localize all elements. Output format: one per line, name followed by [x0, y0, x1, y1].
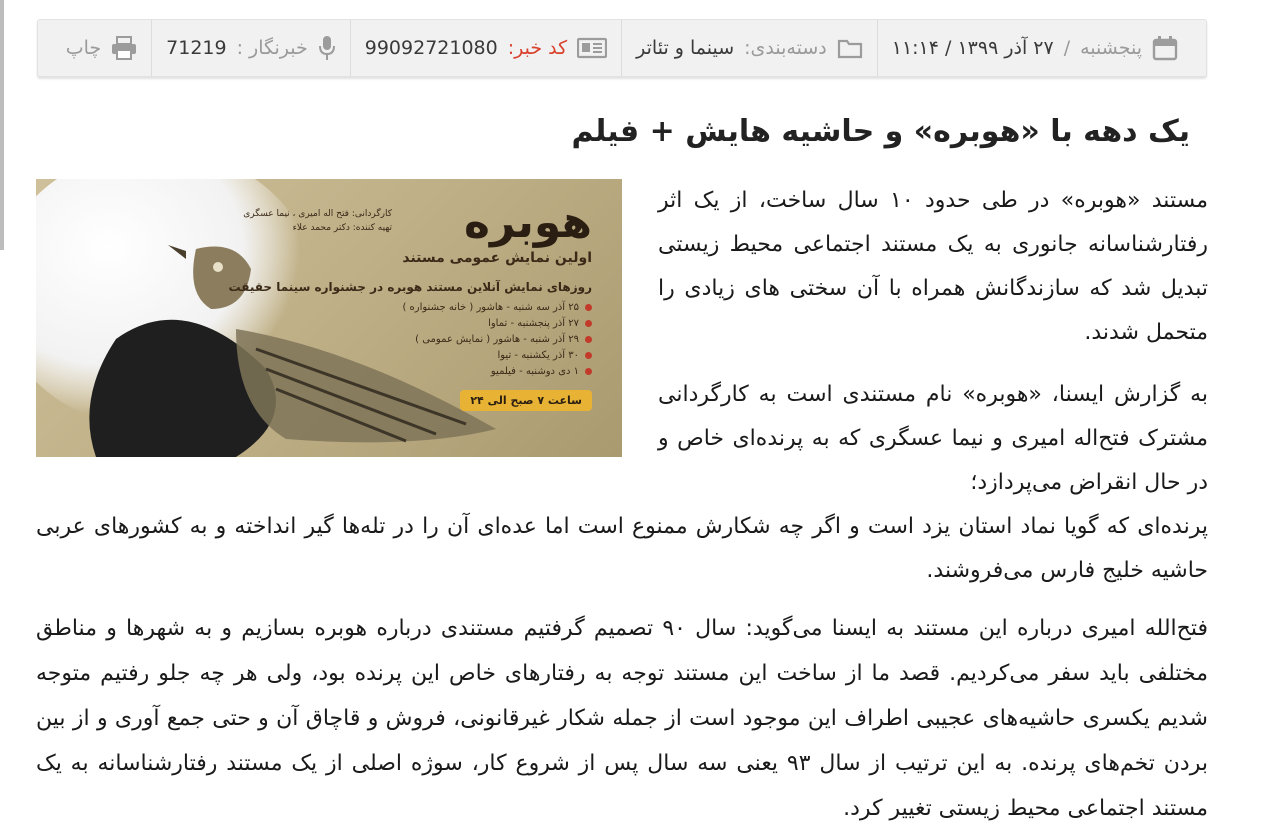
meta-separator: / — [1063, 37, 1071, 59]
news-code-value: 99092721080 — [364, 37, 498, 59]
meta-category — [622, 20, 878, 76]
bullet-icon — [585, 320, 592, 327]
article-paragraph-lead: مستند «هوبره» در طی حدود ۱۰ سال ساخت، از یک اثر رفتارشناسانه جانوری به یک مستند اجتماعی محیط زیستی تبدیل شد که سازندگانش همراه با آن سختی های زیادی را متحمل شدند. — [658, 188, 1208, 345]
poster-schedule — [229, 302, 592, 377]
print-label: چاپ — [65, 37, 102, 59]
article-poster-image — [36, 179, 622, 457]
schedule-item-text: ۲۵ آذر سه شنبه - هاشور ( خانه جشنواره ) — [402, 302, 579, 313]
article-title: یک دهه با «هوبره» و حاشیه هایش + فیلم — [571, 114, 1190, 149]
meta-news-code — [351, 20, 622, 76]
poster-subtitle: اولین نمایش عمومی مستند — [402, 250, 592, 266]
article-paragraph: فتح‌الله امیری درباره این مستند به ایسنا می‌گوید: سال ۹۰ تصمیم گرفتیم مستندی درباره هوبره بسازیم و به شهرها و مناطق مختلفی باید سفر می‌کردیم. قصد ما از ساخت این مستند توجه به رفتارهای خاص این پرنده بود، ولی هر چه جلو رفتیم متوجه شدیم یکسری حاشیه‌های عجیبی اطراف این موجود است از جمله شکار غیرقانونی، فروش و قاچاق آن و حتی جمع آوری و از بین بردن تخم‌های پرنده. به این ترتیب از سال ۹۳ یعنی سه سال پس از شروع کار، سوژه اصلی از یک مستند رفتارشناسانه به یک مستند اجتماعی محیط زیستی تغییر کرد. — [36, 616, 1208, 821]
poster-text-block — [229, 197, 592, 411]
schedule-item-text: ۲۷ آذر پنجشنبه - تماوا — [488, 318, 579, 329]
category-link[interactable]: سینما و تئاتر — [636, 37, 735, 59]
poster-heading: روزهای نمایش آنلاین مستند هوبره در جشنواره سینما حقیقت — [228, 280, 592, 294]
schedule-item-text: ۲۹ آذر شنبه - هاشور ( نمایش عمومی ) — [415, 334, 579, 345]
article-meta-bar — [37, 19, 1207, 77]
bullet-icon — [585, 304, 592, 311]
microphone-icon — [318, 35, 336, 61]
schedule-item-text: ۳۰ آذر یکشنبه - تیوا — [497, 350, 579, 361]
article-paragraph: به گزارش ایسنا، «هوبره» نام مستندی است به کارگردانی مشترک فتح‌اله امیری و نیما عسگری که به پرنده‌ای خاص و در حال انقراض می‌پردازد؛ — [658, 382, 1208, 495]
print-button[interactable] — [52, 20, 152, 76]
meta-reporter — [152, 20, 351, 76]
article-paragraph: پرنده‌ای که گویا نماد استان یزد است و اگر چه شکارش ممنوع است اما عده‌ای آن را در تله‌ها گیر انداخته و به کشورهای عربی حاشیه خلیج فارس می‌فروشند. — [36, 514, 1208, 583]
news-code-label: کد خبر: — [507, 37, 568, 59]
meta-date — [878, 20, 1192, 76]
poster-credit-line: تهیه کننده: دکتر محمد علاء — [292, 223, 392, 233]
schedule-item — [229, 302, 592, 313]
bullet-icon — [585, 352, 592, 359]
newspaper-icon — [577, 37, 607, 59]
schedule-item — [229, 334, 592, 345]
schedule-item-text: ۱ دی دوشنبه - فیلمیو — [490, 366, 579, 377]
schedule-item — [229, 318, 592, 329]
poster-credit-line: کارگردانی: فتح اله امیری ، نیما عسگری — [243, 209, 392, 219]
poster-logo: هوبره — [464, 197, 592, 248]
calendar-icon — [1152, 35, 1178, 61]
category-label: دسته‌بندی: — [744, 37, 827, 59]
printer-icon — [111, 36, 137, 60]
bullet-icon — [585, 336, 592, 343]
bullet-icon — [585, 368, 592, 375]
reporter-label: خبرنگار : — [236, 37, 308, 59]
meta-day: پنجشنبه — [1080, 37, 1142, 59]
reporter-value: 71219 — [166, 37, 227, 59]
folder-icon — [837, 37, 863, 59]
poster-time-badge: ساعت ۷ صبح الی ۲۴ — [460, 390, 592, 411]
meta-date-time: ۲۷ آذر ۱۳۹۹ / ۱۱:۱۴ — [891, 37, 1054, 59]
page-edge — [0, 0, 4, 250]
schedule-item — [229, 350, 592, 361]
schedule-item — [229, 366, 592, 377]
